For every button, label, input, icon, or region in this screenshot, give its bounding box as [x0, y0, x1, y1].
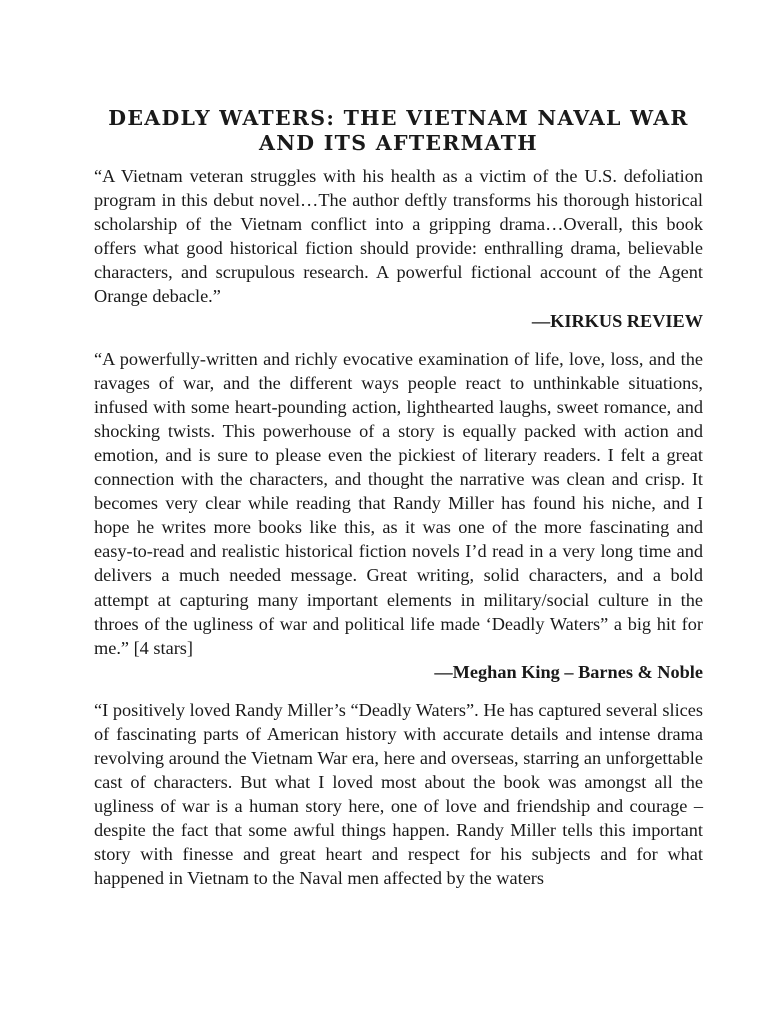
review-quote: “A Vietnam veteran struggles with his health as a victim of the U.S. defoliation program in this debut novel…The author deftly transforms his thorough historical scholarship of the Vietnam conflict into a gripping drama…Overall, this book offers what good historical fiction should provide: enthralling drama, believable characters, and scrupulous research. A powerful fictional account of the Agent Orange debacle.”: [94, 166, 703, 307]
review-quote: “A powerfully-written and richly evocative examination of life, love, loss, and the ravages of war, and the different ways people react to unthinkable situations, infused with some heart-pounding action, lighthearted laughs, sweet romance, and shocking twists. This powerhouse of a story is equally packed with action and emotion, and is sure to please even the pickiest of literary readers. I felt a great connection with the characters, and thought the narrative was clean and crisp. It becomes very clear while reading that Randy Miller has found his niche, and I hope he writes more books like this, as it was one of the more fascinating and easy-to-read and realistic historical fiction novels I’d read in a very long time and delivers a much needed message. Great writing, solid characters, and a bold attempt at capturing many important elements in military/social culture in the throes of the ugliness of war and political life made ‘Deadly Waters” a big hit for me.” [4 stars]: [94, 348, 703, 658]
review-attribution: —Meghan King – Barnes & Noble: [434, 661, 703, 682]
review-attribution: —KIRKUS REVIEW: [531, 310, 703, 331]
book-page: [94, 106, 703, 891]
book-title-line-2: AND ITS AFTERMATH: [259, 131, 538, 155]
review-barnes-noble: [94, 347, 703, 684]
review-third: [94, 698, 703, 891]
book-title: [94, 106, 703, 156]
review-kirkus: [94, 164, 703, 333]
book-title-line-1: DEADLY WATERS: THE VIETNAM NAVAL WAR: [108, 106, 689, 130]
review-quote: “I positively loved Randy Miller’s “Deadly Waters”. He has captured several slices of fascinating parts of American history with accurate details and intense drama revolving around the Vietnam War era, here and overseas, starring an unforgettable cast of characters. But what I loved most about the book was amongst all the ugliness of war is a human story here, one of love and friendship and courage – despite the fact that some awful things happen. Randy Miller tells this important story with finesse and great heart and respect for his subjects and for what happened in Vietnam to the Naval men affected by the waters: [94, 699, 703, 889]
